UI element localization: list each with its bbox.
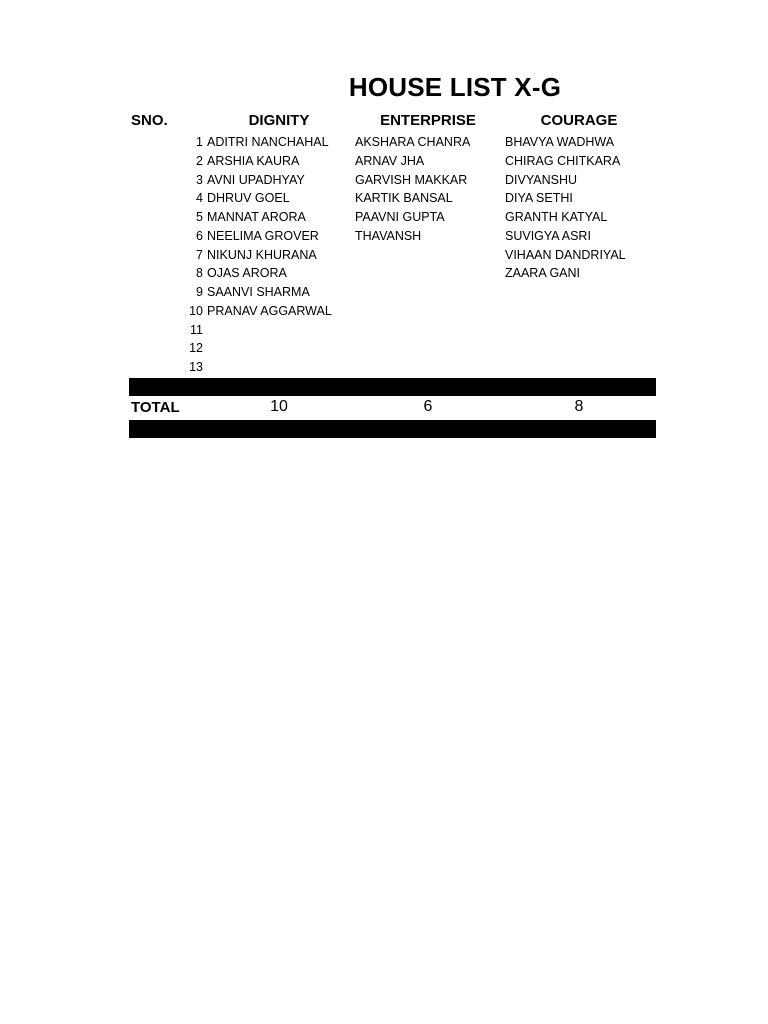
cell-dignity: AVNI UPADHYAY	[207, 172, 305, 187]
table-row	[129, 246, 656, 265]
table-row	[129, 283, 656, 302]
cell-dignity: PRANAV AGGARWAL	[207, 303, 332, 318]
cell-sno: 8	[196, 266, 203, 281]
cell-enterprise: THAVANSH	[355, 228, 422, 243]
table-row	[129, 133, 656, 152]
cell-sno: 9	[196, 285, 203, 299]
cell-sno: 11	[190, 322, 203, 337]
cell-sno: 6	[196, 228, 203, 243]
cell-courage: VIHAAN DANDRIYAL	[505, 247, 626, 262]
table-row	[129, 321, 656, 340]
cell-dignity: SAANVI SHARMA	[207, 285, 310, 299]
table-row	[129, 171, 656, 190]
table-row	[129, 208, 656, 227]
cell-courage: DIVYANSHU	[505, 172, 578, 187]
divider-bar-bottom	[129, 420, 656, 438]
table-row	[129, 152, 656, 171]
total-enterprise: 6	[423, 398, 433, 415]
cell-courage: SUVIGYA ASRI	[505, 228, 591, 243]
table-row	[129, 264, 656, 283]
total-dignity: 10	[270, 398, 288, 415]
table-row	[129, 227, 656, 246]
cell-dignity: NIKUNJ KHURANA	[207, 247, 317, 262]
cell-dignity: OJAS ARORA	[207, 266, 287, 281]
page-title: HOUSE LIST X-G	[348, 72, 562, 102]
cell-sno: 7	[196, 247, 203, 262]
house-list-table	[129, 133, 656, 377]
table-row	[129, 358, 656, 377]
cell-sno: 1	[196, 135, 203, 149]
cell-dignity: DHRUV GOEL	[207, 191, 290, 206]
cell-courage: BHAVYA WADHWA	[505, 135, 615, 149]
cell-courage: GRANTH KATYAL	[505, 210, 608, 224]
column-header-sno: SNO.	[131, 112, 168, 129]
cell-enterprise: ARNAV JHA	[355, 153, 425, 168]
cell-sno: 12	[189, 341, 203, 356]
cell-dignity: ADITRI NANCHAHAL	[207, 135, 329, 149]
cell-dignity: ARSHIA KAURA	[207, 153, 300, 168]
cell-courage: ZAARA GANI	[505, 266, 581, 281]
cell-sno: 5	[196, 210, 203, 224]
cell-sno: 3	[196, 172, 203, 187]
cell-enterprise: PAAVNI GUPTA	[355, 210, 445, 224]
cell-sno: 13	[189, 360, 203, 374]
cell-enterprise: KARTIK BANSAL	[355, 191, 453, 206]
cell-enterprise: GARVISH MAKKAR	[355, 172, 468, 187]
table-row	[129, 302, 656, 321]
column-header-enterprise: ENTERPRISE	[380, 112, 476, 129]
total-label: TOTAL	[131, 399, 180, 416]
cell-enterprise: AKSHARA CHANRA	[355, 135, 471, 149]
column-header-dignity: DIGNITY	[248, 112, 310, 129]
divider-bar-top	[129, 378, 656, 396]
column-header-courage: COURAGE	[540, 112, 618, 129]
cell-courage: DIYA SETHI	[505, 191, 573, 206]
cell-dignity: NEELIMA GROVER	[207, 228, 319, 243]
total-courage: 8	[574, 398, 584, 415]
cell-sno: 10	[189, 303, 203, 318]
cell-dignity: MANNAT ARORA	[207, 210, 306, 224]
table-row	[129, 339, 656, 358]
cell-courage: CHIRAG CHITKARA	[505, 153, 621, 168]
cell-sno: 4	[196, 191, 203, 206]
table-row	[129, 189, 656, 208]
cell-sno: 2	[196, 153, 203, 168]
